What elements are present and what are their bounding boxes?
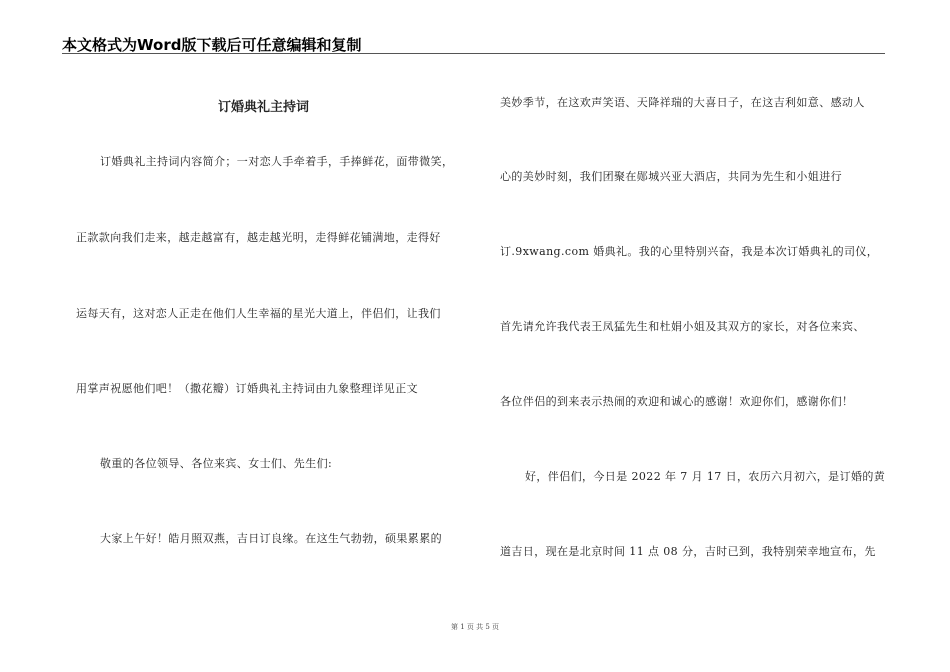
paragraph-line: 首先请允许我代表王凤猛先生和杜娟小姐及其双方的家长，对各位来宾、 <box>500 320 865 333</box>
paragraph-line: 道吉日，现在是北京时间 11 点 08 分，吉时已到，我特别荣幸地宣布，先 <box>500 545 876 558</box>
paragraph-line: 大家上午好！皓月照双燕，吉日订良缘。在这生气勃勃，硕果累累的 <box>100 532 442 545</box>
paragraph-line: 正款款向我们走来，越走越富有，越走越光明，走得鲜花铺满地，走得好 <box>76 231 441 244</box>
paragraph-line: 敬重的各位领导、各位来宾、女士们、先生们: <box>100 457 333 470</box>
paragraph-line: 各位伴侣的到来表示热闹的欢迎和诚心的感谢！欢迎你们，感谢你们！ <box>500 395 854 408</box>
document-title: 订婚典礼主持词 <box>218 100 310 115</box>
paragraph-line: 心的美妙时刻，我们团聚在郧城兴亚大酒店，共同为先生和小姐进行 <box>500 170 842 183</box>
paragraph-line: 订婚典礼主持词内容简介；一对恋人手牵着手，手捧鲜花，面带微笑， <box>100 155 454 168</box>
paragraph-line: 美妙季节，在这欢声笑语、天降祥瑞的大喜日子，在这吉利如意、感动人 <box>500 96 865 109</box>
document-banner: 本文格式为Word版下载后可任意编辑和复制 <box>62 36 362 54</box>
paragraph-line: 运每天有，这对恋人正走在他们人生幸福的星光大道上，伴侣们，让我们 <box>76 307 441 320</box>
header-divider <box>62 53 885 54</box>
paragraph-line: 用掌声祝愿他们吧！（撒花瓣）订婚典礼主持词由九象整理详见正文 <box>76 382 418 395</box>
paragraph-line: 好，伴侣们，今日是 2022 年 7 月 17 日，农历六月初六，是订婚的黄 <box>525 470 886 483</box>
paragraph-line: 订.9xwang.com 婚典礼。我的心里特别兴奋，我是本次订婚典礼的司仪， <box>500 245 879 258</box>
page-number: 第 1 页 共 5 页 <box>450 623 500 631</box>
